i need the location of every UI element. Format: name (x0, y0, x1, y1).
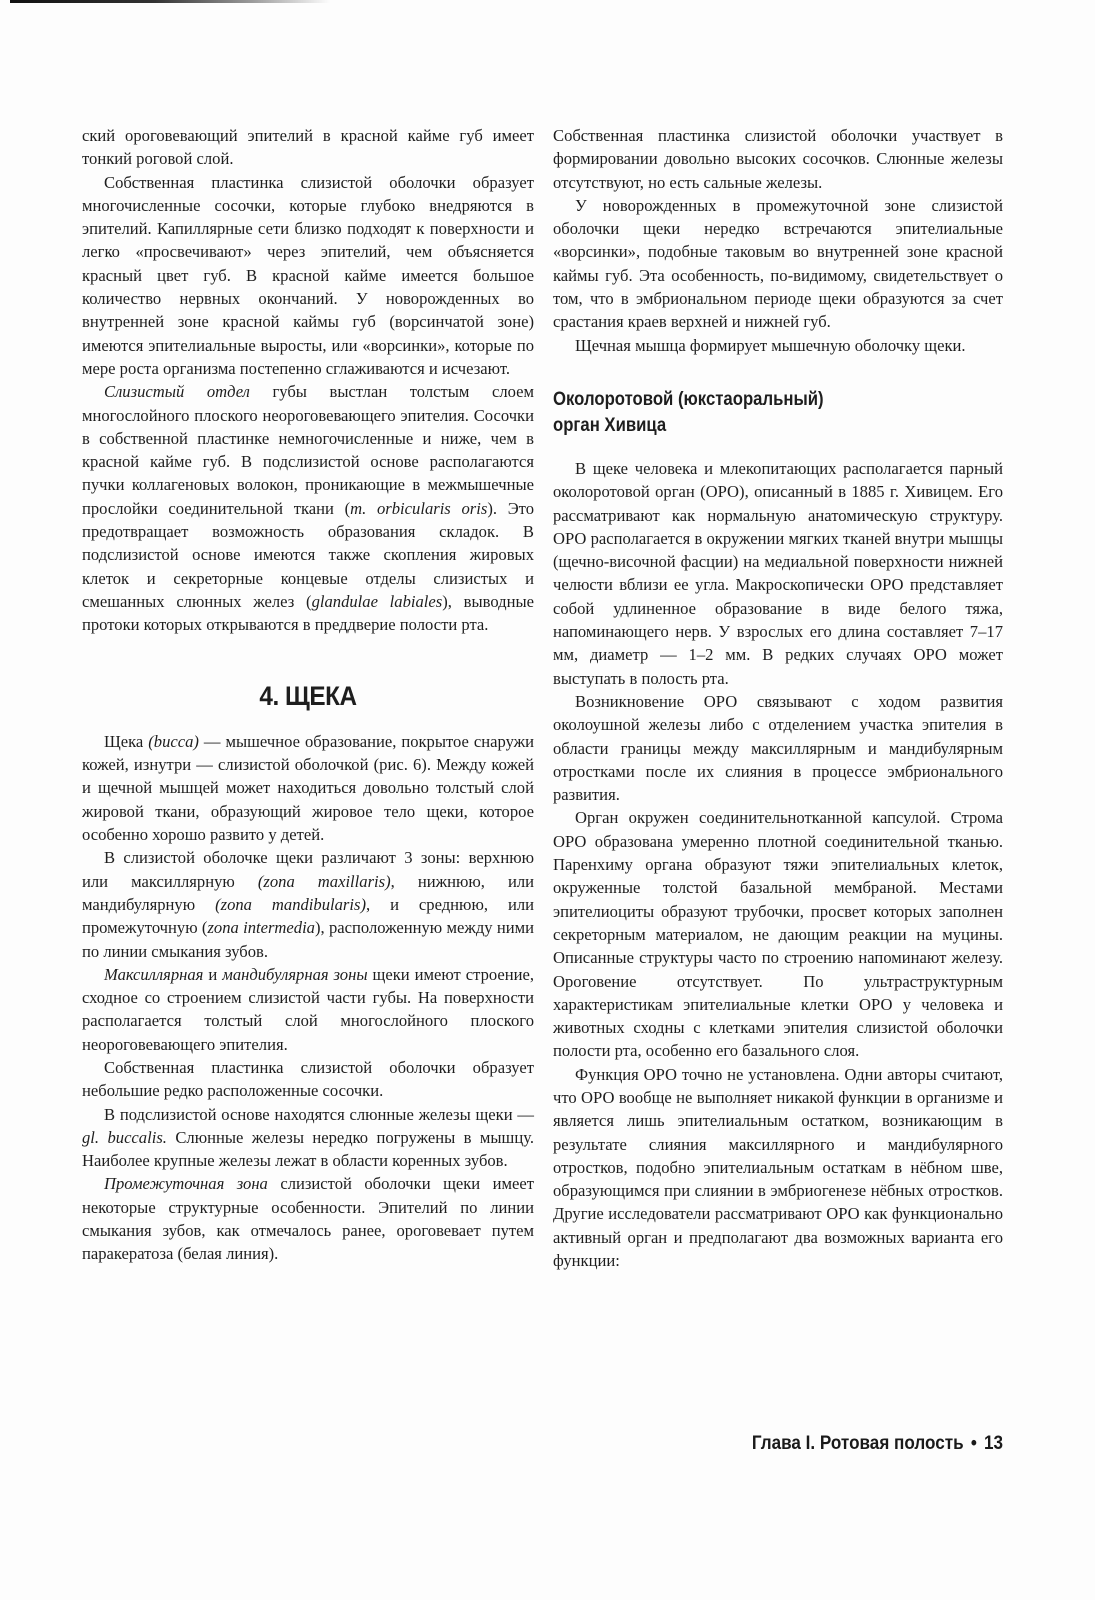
text-run: и (203, 964, 223, 984)
paragraph: В щеке человека и млекопитающих располагается парный околоротовой орган (ОРО), описанный в 1885 г. Хивицем. Его рассматривают как нормальную анатомическую структуру. ОРО располагается в окружении мягких тканей внутри мышцы (щечно-височной фасции) на медиальной поверхности нижней челюсти вблизи ее угла. Макроскопически ОРО представляет собой удлиненное образование в виде белого тяжа, напоминающего нерв. У взрослых его длина составляет 7–17 мм, диаметр — 1–2 мм. В редких случаях ОРО может выступать в полость рта. (553, 458, 1003, 688)
paragraph: Возникновение ОРО связывают с ходом развития околоушной железы либо с отделением участка эпителия в области границы между максиллярным и мандибулярным отростками после их слияния в процессе эмбрионального развития. (553, 691, 1003, 805)
text-run: В слизистой оболочке щеки различают 3 зоны: верхнюю или максиллярную (82, 848, 534, 891)
latin-term: m. orbicularis oris (350, 498, 488, 518)
page-footer (752, 1433, 1003, 1455)
paragraph: Орган окружен соединительнотканной капсулой. Строма ОРО образована умеренно плотной соединительной тканью. Паренхиму органа образуют тяжи эпителиальных клеток, окруженные толстой базальной мембраной. Местами эпителиоциты образуют трубочки, просвет которых заполнен секреторным материалом, не дающим реакции на муцины. Описанные структуры часто по строению напоминают железу. Ороговение отсутствует. По ультраструктурным характеристикам эпителиальные клетки ОРО у человека и животных сходны с клетками эпителия слизистой оболочки полости рта, особенно его базального слоя. (553, 808, 1003, 1061)
italic-term: Промежуточная зона (104, 1174, 268, 1194)
paragraph (82, 963, 534, 1056)
running-head: Глава I. Ротовая полость (751, 1433, 964, 1454)
paragraph: Щечная мышца формирует мышечную оболочку щеки. (575, 335, 966, 355)
latin-term: (zona mandibularis) (215, 894, 366, 914)
paragraph (82, 1103, 534, 1173)
text-run: ), выводные протоки которых открываются в преддверие полости рта. (82, 591, 535, 635)
text-run: Щека (104, 731, 149, 751)
text-run: , и среднюю, или промежуточную ( (82, 894, 534, 938)
italic-term: мандибулярная зоны (222, 964, 368, 984)
section-heading-line: Околоротовой (юкстаоральный) (553, 388, 824, 410)
left-column (82, 124, 534, 1266)
text-run: , нижнюю, или мандибулярную (82, 871, 534, 914)
text-run: щеки имеют строение, сходное со строением слизистой части губы. На поверхности располагается толстый слой многослойного плоского неороговевающего эпителия. (82, 964, 534, 1054)
italic-term: Максиллярная (104, 964, 204, 984)
latin-term: (bucca) (148, 731, 199, 751)
section-heading (553, 387, 949, 439)
chapter-heading: 4. ЩЕКА (259, 680, 357, 711)
section-heading-line: орган Хивица (553, 414, 667, 436)
paragraph (82, 846, 534, 962)
paragraph (82, 380, 534, 636)
text-run: губы выстлан толстым слоем многослойного плоского неороговевающего эпителия. Сосочки в собственной пластинке немногочисленные и ниже, чем в красной кайме губ. В подслизистой основе располагаются пучки коллагеновых волокон, проникающие в межмышечные прослойки соединительной ткани ( (82, 382, 535, 518)
latin-term: (zona maxillaris) (257, 871, 391, 891)
paragraph: У новорожденных в промежуточной зоне слизистой оболочки щеки нередко встречаются эпителиальные «ворсинки», подобные таковым во внутренней зоне красной каймы губ. Эта особенность, по-видимому, свидетельствует о том, что в эмбриональном периоде щеки образуются за счет срастания краев верхней и нижней губ. (553, 195, 1003, 332)
scan-edge-line (10, 0, 330, 3)
latin-term: zona intermedia (207, 918, 315, 938)
paragraph: Собственная пластинка слизистой оболочки образует многочисленные сосочки, которые глубоко внедряются в эпителий. Капиллярные сети близко подходят к поверхности и легко «просвечивают» через эпителий, чем объясняется красный цвет губ. В красной кайме имеется большое количество нервных окончаний. У новорожденных во внутренней зоне красной каймы губ (ворсинчатой зоне) имеются эпителиальные выросты, или «ворсинки», которые по мере роста организма постепенно сглаживаются и исчезают. (82, 172, 534, 378)
paragraph (82, 1172, 534, 1265)
italic-term: Слизистый отдел (104, 382, 250, 402)
bullet-separator-icon: • (970, 1433, 977, 1454)
text-run: — мышечное образование, покрытое снаружи кожей, изнутри — слизистой оболочкой (рис. 6). Между кожей и щечной мышцей может находиться довольно толстый слой жировой ткани, образующий жировое тело щеки, которое особенно хорошо развито у детей. (82, 731, 534, 845)
paragraph: Собственная пластинка слизистой оболочки образует небольшие редко расположенные сосочки. (82, 1057, 534, 1101)
text-run: В подслизистой основе находятся слюнные железы щеки — (104, 1104, 534, 1124)
page-number: 13 (983, 1433, 1003, 1454)
paragraph: Собственная пластинка слизистой оболочки участвует в формировании довольно высоких сосочков. Слюнные железы отсутствуют, но есть сальные железы. (553, 126, 1003, 192)
text-run: Слюнные железы нередко погружены в мышцу. Наиболее крупные железы лежат в области коренных зубов. (82, 1127, 534, 1171)
paragraph (82, 730, 534, 846)
latin-term: glandulae labiales (311, 591, 443, 611)
right-column (553, 124, 1003, 1272)
text-run: ), расположенную между ними по линии смыкания зубов. (82, 918, 534, 961)
paragraph: Функция ОРО точно не установлена. Одни авторы считают, что ОРО вообще не выполняет никакой функции в организме и является лишь эпителиальным остатком, возникающим в результате слияния максиллярного и мандибулярного отростков, подобно эпителиальным остаткам в нёбном шве, образующимся при слиянии в эмбриогенезе нёбных отростков. Другие исследователи рассматривают ОРО как функционально активный орган и предполагают два возможных варианта его функции: (553, 1064, 1003, 1271)
text-run: слизистой оболочки щеки имеет некоторые структурные особенности. Эпителий по линии смыкания зубов, как отмечалось ранее, ороговевает путем паракератоза (белая линия). (82, 1174, 534, 1264)
text-run: ). Это предотвращает возможность образования складок. В подслизистой основе имеются также скопления жировых клеток и секреторные концевые отделы слизистых и смешанных слюнных желез ( (82, 498, 534, 611)
latin-term: gl. buccalis. (82, 1127, 167, 1147)
paragraph: ский ороговевающий эпителий в красной кайме губ имеет тонкий роговой слой. (82, 126, 534, 169)
